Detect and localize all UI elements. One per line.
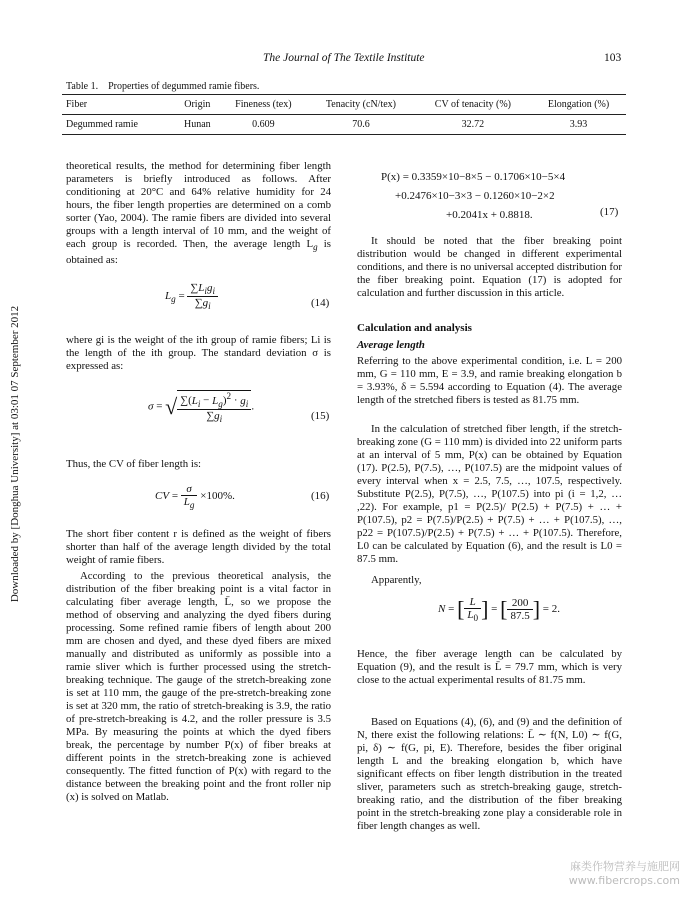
equation-16-number: (16) — [311, 490, 330, 502]
watermark: 麻类作物营养与施肥网 www.fibercrops.com — [568, 860, 680, 887]
left-paragraph-4: The short fiber content r is defined as the weight of fibers shorter than half of the average length divided by the total weight of ramie fibers. — [66, 528, 331, 566]
right-paragraph-1: It should be noted that the fiber breaking point distribution would be changed in different experimental conditions, and there is no universal accepted distribution for the fiber breaking point. Equation (17) is adopted for calculation and further discussion in this article. — [357, 235, 622, 299]
equation-17-number: (17) — [600, 206, 619, 218]
right-paragraph-2: Referring to the above experimental condition, i.e. L = 200 mm, G = 110 mm, E = 3.9, and ramie breaking elongation b = 3.93%, δ = 5.594 according to Equation (4). The average length of the stretched fibers is tested as 81.75 mm. — [357, 355, 622, 406]
th-origin: Origin — [175, 95, 220, 115]
page-number: 103 — [604, 52, 622, 64]
left-paragraph-5: According to the previous theoretical analysis, the distribution of the fiber breaking point is a vital factor in calculating fiber average length, L̄, so we propose the method of observing and analyzing the dyed fibers during processing. Some refined ramie fibers of length about 200 mm are chosen and dyed, and these dyed fibers are mixed manually and distributed as uniformly as possible into a ramie sliver which is further processed using the stretch-breaking technique. The gauge of the stretch-breaking zone is set at 110 mm, the gauge of the pre-stretch-breaking zone is set at 320 mm, the ratio of stretch-breaking is 3.9, the ratio of pre-stretch-breaking is 4.2, and the roller pressure is 3.5 MPa. By measuring the points at which the dyed fibers break, the percentage by number P(x) of fiber breaks at different points in the stretch-breaking zone is achieved consequently. The fitted function of P(x) with regard to the distance between the breaking point and the front roller nip (x) is solved on Matlab. — [66, 570, 331, 803]
right-paragraph-3: In the calculation of stretched fiber length, if the stretch-breaking zone (G = 110 mm) is divided into 22 uniform parts at an interval of 5 mm, P(x) can be obtained by Equation (17). P(2.5), P(7.5), …, P(107.5) are the midpoint values of every interval when x = 2.5, 7.5, …, 107.5, respectively. Substitute P(2.5), P(7.5), …, P(107.5) into pi (i = 1,2, … ,22). For example, p1 = P(2.5)/ P(2.5) + P(7.5) + … + P(107.5), p2 = P(7.5)/P(2.5) + P(7.5) + … + P(107.5), …, p22 = P(107.5)/P(2.5) + P(7.5) + … + P(107.5). Therefore, L0 can be calculated by Equation (6), and the result is L0 = 87.5 mm. — [357, 423, 622, 565]
section-heading: Calculation and analysis — [357, 322, 472, 334]
download-notice: Downloaded by [Donghua University] at 03:01 07 September 2012 — [9, 305, 21, 603]
journal-title: The Journal of The Textile Institute — [263, 52, 425, 64]
equation-15: σ = √ $\frac{\sum(L_i - L_g)^2 \cdot g_i}{\sum g_i}$ . — [148, 391, 255, 425]
th-tenacity: Tenacity (cN/tex) — [307, 95, 415, 115]
th-elongation: Elongation (%) — [531, 95, 626, 115]
right-paragraph-4: Apparently, — [371, 574, 422, 586]
left-paragraph-2: where gi is the weight of the ith group of ramie fibers; Li is the length of the ith group. The standard deviation σ is expressed as: — [66, 334, 331, 372]
left-paragraph-1: theoretical results, the method for determining fiber length parameters is briefly introduced as follows. After conditioning at 20°C and 64% relative humidity for 24 hours, the fiber length properties are determined on a comb sorter (Yao, 2004). The ramie fibers are divided into several groups with a length interval of 10 mm, and the weight of each group is recorded. Then, the average length $L_g$ is obtained as: — [66, 160, 331, 267]
th-cv: CV of tenacity (%) — [415, 95, 531, 115]
equation-N: N = [ $\frac{L}{L_0}$ ] = [ $\frac{200}{87.5}$ ] = 2. — [438, 596, 561, 624]
equation-17: P(x) = 0.3359×10−8×5 − 0.1706×10−5×4 +0.2476×10−3×3 − 0.1260×10−2×2 +0.2041x + 0.8818. — [381, 171, 566, 221]
th-fiber: Fiber — [62, 95, 175, 115]
right-paragraph-5: Hence, the fiber average length can be calculated by Equation (9), and the result is L̄ = 79.7 mm, which is very close to the actual experimental results of 81.75 mm. — [357, 648, 622, 686]
equation-16: CV = $\frac{\sigma}{L_g}$ ×100%. — [155, 483, 235, 511]
left-paragraph-3: Thus, the CV of fiber length is: — [66, 458, 202, 470]
table-row: Degummed ramie Hunan 0.609 70.6 32.72 3.93 — [62, 115, 626, 135]
right-paragraph-6: Based on Equations (4), (6), and (9) and the definition of N, there exist the following relations: L̄ ∼ f(N, L0) ∼ f(G, pi, δ) ∼ f(G, pi, E). Therefore, besides the fiber original length L and the breaking elongation b, which have significant effects on fiber length distribution in the treated sliver, parameters such as stretch-breaking gauge, stretch-breaking ratio, and the distribution of the fiber breaking point in the stretch-breaking zone play a considerable role in fiber length changes as well. — [357, 716, 622, 832]
equation-14: $L_g$ = $\frac{\sum L_ig_i}{\sum g_i}$ — [165, 282, 218, 311]
table-caption: Table 1. Properties of degummed ramie fibers. — [66, 81, 260, 92]
equation-15-number: (15) — [311, 410, 330, 422]
subsection-heading: Average length — [357, 339, 425, 351]
equation-14-number: (14) — [311, 297, 330, 309]
th-fineness: Fineness (tex) — [220, 95, 308, 115]
properties-table — [62, 94, 626, 135]
